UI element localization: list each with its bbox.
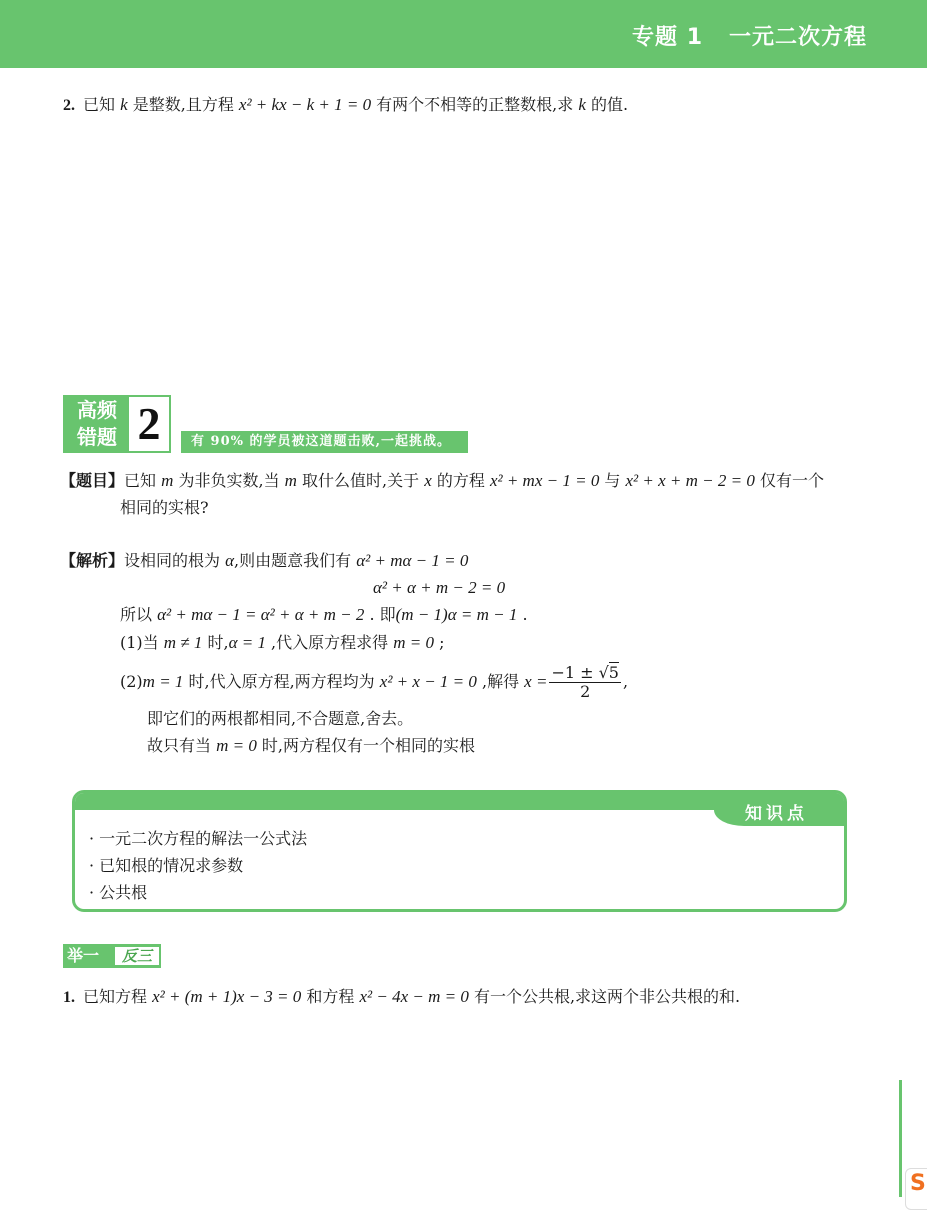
badge-challenge-strip: 有 90% 的学员被这道题击败,一起挑战。 <box>181 431 468 453</box>
text: 有一个公共根,求这两个非公共根的和. <box>468 987 741 1006</box>
chapter-header-bar <box>0 0 927 68</box>
knowledge-item: · 公共根 <box>89 883 148 902</box>
equation: m ≠ 1 <box>163 633 203 652</box>
problem-number: 2. <box>63 97 75 114</box>
equation: x² + kx − k + 1 = 0 <box>238 95 372 114</box>
high-frequency-badge <box>63 395 171 453</box>
math-var: k <box>120 95 128 114</box>
text: 的值. <box>585 95 629 114</box>
text: 时, <box>202 633 229 652</box>
math-var: x <box>424 471 432 490</box>
equation: x² − 4x − m = 0 <box>359 987 469 1006</box>
text: 和方程 <box>301 987 360 1006</box>
text: 时,代入原方程,两方程均为 <box>183 672 380 691</box>
chapter-title: 专题 1 一元二次方程 <box>632 25 867 50</box>
equation: m = 0 <box>393 633 434 652</box>
knowledge-points-box <box>72 790 847 912</box>
solution-equation-2: α² + α + m − 2 = 0 <box>373 578 506 597</box>
solution-line-3 <box>120 604 528 626</box>
practice-problem-1 <box>63 986 740 1009</box>
problem-number: 1. <box>63 989 75 1006</box>
text: 时,两方程仅有一个相同的实根 <box>256 736 476 755</box>
equation: x² + x − 1 = 0 <box>379 672 477 691</box>
question-tag: 【题目】 <box>60 471 125 490</box>
text: 已知 <box>83 95 121 114</box>
text: 故只有当 <box>147 736 217 755</box>
fraction-numerator: −1 ± √ <box>551 663 609 682</box>
equation: α² + mα − 1 = 0 <box>356 551 469 570</box>
practice-label-a: 举一 <box>67 946 100 965</box>
text: 是整数,且方程 <box>127 95 239 114</box>
text: (1)当 <box>120 633 164 652</box>
text: 有两个不相等的正整数根,求 <box>371 95 579 114</box>
math-var: m <box>161 471 174 490</box>
page-edge-line <box>899 1080 902 1197</box>
solution-line-1 <box>60 550 468 572</box>
question-line-2: 相同的实根? <box>120 498 209 517</box>
knowledge-item: · 已知根的情况求参数 <box>89 856 244 875</box>
text: 已知方程 <box>83 987 153 1006</box>
text: , <box>622 672 629 691</box>
math-var: k <box>578 95 586 114</box>
equation: (m − 1)α = m − 1 <box>395 605 518 624</box>
knowledge-title: 知识点 <box>745 804 808 824</box>
fraction <box>549 664 621 701</box>
corner-logo-icon: S <box>905 1168 927 1210</box>
practice-label-b: 反三 <box>115 947 159 965</box>
text: 与 <box>599 471 626 490</box>
practice-label <box>63 944 161 968</box>
equation: m = 0 <box>216 736 257 755</box>
equation: x² + (m + 1)x − 3 = 0 <box>152 987 302 1006</box>
text: ,则由题意我们有 <box>234 551 357 570</box>
equation: α² + mα − 1 = α² + α + m − 2 <box>157 605 365 624</box>
problem-2 <box>63 94 628 117</box>
solution-line-6: 即它们的两根都相同,不合题意,舍去。 <box>147 709 414 728</box>
text: 设相同的根为 <box>124 551 226 570</box>
text: ,代入原方程求得 <box>265 633 394 652</box>
text: ,解得 <box>476 672 525 691</box>
math-var: α <box>225 551 235 570</box>
badge-label <box>65 397 129 451</box>
equation: x² + x + m − 2 = 0 <box>625 471 755 490</box>
math-var: m <box>284 471 297 490</box>
equation: x² + mx − 1 = 0 <box>489 471 600 490</box>
sqrt-radicand: 5 <box>608 663 619 682</box>
fraction-denominator: 2 <box>580 682 591 701</box>
badge-label-line2: 错题 <box>77 425 117 449</box>
text: . <box>517 605 528 624</box>
knowledge-item: · 一元二次方程的解法一公式法 <box>89 829 308 848</box>
solution-line-7 <box>147 735 475 757</box>
badge-label-line1: 高频 <box>77 398 117 422</box>
badge-number: 2 <box>137 398 161 449</box>
solution-case-2 <box>120 662 628 702</box>
text: 的方程 <box>431 471 490 490</box>
text: 仅有一个 <box>754 471 824 490</box>
text: 已知 <box>124 471 162 490</box>
text: 所以 <box>120 605 158 624</box>
question-line-1 <box>60 470 824 492</box>
text: 为非负实数,当 <box>173 471 285 490</box>
text: . 即 <box>364 605 396 624</box>
solution-case-1 <box>120 632 444 654</box>
equation: α = 1 <box>228 633 266 652</box>
text: 取什么值时,关于 <box>296 471 425 490</box>
equation: x = <box>524 672 548 691</box>
text: (2) <box>120 672 143 691</box>
solution-tag: 【解析】 <box>60 551 125 570</box>
equation: m = 1 <box>142 672 184 691</box>
text: ; <box>433 633 445 652</box>
